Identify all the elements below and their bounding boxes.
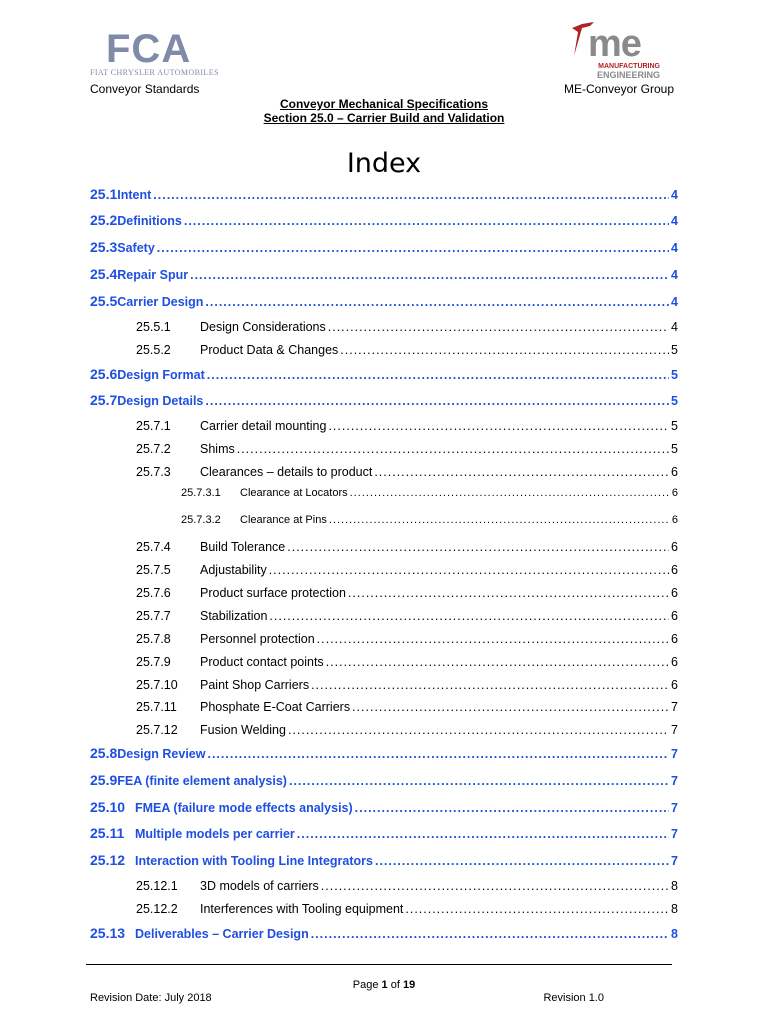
toc-page: 7 [671, 854, 678, 868]
page-total: 19 [402, 979, 416, 991]
toc-leader [237, 442, 669, 456]
toc-page: 6 [671, 609, 678, 623]
toc-entry-25-8[interactable] [90, 745, 678, 761]
toc-entry-25-11[interactable] [90, 825, 678, 841]
toc-entry-25-7-9[interactable] [136, 655, 678, 669]
fca-logo-word: FCA [106, 27, 192, 71]
toc-leader [317, 632, 669, 646]
toc-leader [207, 747, 669, 761]
document-subtitle: Section 25.0 – Carrier Build and Validation [263, 111, 505, 125]
toc-page: 4 [671, 214, 678, 228]
toc-label: Personnel protection [200, 632, 315, 646]
toc-number: 25.12.2 [136, 902, 178, 916]
toc-label: Safety [117, 241, 155, 255]
toc-number: 25.12 [90, 852, 126, 868]
fca-logo [88, 28, 233, 78]
toc-leader [340, 343, 669, 357]
toc-label: Design Format [117, 368, 205, 382]
toc-entry-25-5-1[interactable] [136, 320, 678, 334]
toc-entry-25-7-4[interactable] [136, 540, 678, 554]
toc-entry-25-9[interactable] [90, 772, 678, 788]
toc-leader [350, 487, 670, 499]
toc-label: Paint Shop Carriers [200, 678, 310, 692]
header-right-text: ME-Conveyor Group [563, 82, 674, 96]
toc-label: Fusion Welding [200, 723, 286, 737]
toc-page: 5 [671, 419, 678, 433]
toc-page: 5 [671, 343, 678, 357]
header-left-text: Conveyor Standards [90, 82, 200, 96]
toc-entry-25-12-2[interactable] [136, 902, 678, 916]
toc-number: 25.8 [90, 745, 118, 761]
toc-leader [269, 609, 669, 623]
toc-label: Deliverables – Carrier Design [135, 927, 309, 941]
toc-number: 25.7.3.1 [181, 487, 221, 499]
revision-date: Revision Date: July 2018 [90, 992, 212, 1004]
toc-number: 25.3 [90, 239, 118, 255]
toc-leader [184, 214, 669, 228]
toc-page: 4 [671, 241, 678, 255]
toc-page: 6 [671, 586, 678, 600]
toc-entry-25-7-8[interactable] [136, 632, 678, 646]
toc-number: 25.12.1 [136, 879, 178, 893]
toc-leader [326, 655, 669, 669]
toc-number: 25.1 [90, 186, 118, 202]
toc-number: 25.7.8 [136, 632, 171, 646]
toc-label: Clearance at Locators [240, 487, 348, 499]
toc-leader [269, 563, 669, 577]
toc-leader [153, 188, 669, 202]
toc-leader [329, 514, 670, 526]
toc-entry-25-7-1[interactable] [136, 419, 678, 433]
toc-leader [289, 774, 669, 788]
page-of: of [387, 979, 403, 991]
toc-entry-25-5-2[interactable] [136, 343, 678, 357]
toc-leader [321, 879, 669, 893]
toc-label: Interaction with Tooling Line Integrators [135, 854, 373, 868]
toc-entry-25-12-1[interactable] [136, 879, 678, 893]
toc-page: 6 [671, 563, 678, 577]
toc-entry-25-7-3[interactable] [136, 465, 678, 479]
toc-number: 25.7.3.2 [181, 514, 221, 526]
toc-page: 8 [671, 879, 678, 893]
page-number [0, 979, 768, 991]
toc-leader [405, 902, 669, 916]
toc-number: 25.7.12 [136, 723, 178, 737]
toc-page: 5 [671, 394, 678, 408]
toc-leader [348, 586, 669, 600]
toc-leader [157, 241, 669, 255]
toc-entry-25-7-2[interactable] [136, 442, 678, 456]
toc-leader [207, 368, 669, 382]
toc-leader [355, 801, 669, 815]
toc-label: Product Data & Changes [200, 343, 339, 357]
toc-entry-25-13[interactable] [90, 925, 678, 941]
toc-number: 25.7.10 [136, 678, 178, 692]
toc-number: 25.11 [90, 825, 125, 841]
toc-entry-25-7-11[interactable] [136, 700, 678, 714]
toc-number: 25.7.1 [136, 419, 171, 433]
toc-label: Interferences with Tooling equipment [200, 902, 404, 916]
toc-leader [311, 927, 669, 941]
toc-leader [352, 700, 669, 714]
toc-leader [328, 419, 669, 433]
toc-number: 25.7 [90, 392, 118, 408]
toc-page: 7 [671, 700, 678, 714]
toc-page: 6 [671, 465, 678, 479]
toc-page: 6 [671, 514, 678, 526]
toc-label: Carrier Design [117, 295, 204, 309]
toc-number: 25.7.7 [136, 609, 171, 623]
toc-label: Multiple models per carrier [135, 827, 295, 841]
toc-label: Stabilization [200, 609, 268, 623]
toc-leader [205, 295, 669, 309]
toc-leader [311, 678, 669, 692]
toc-page: 6 [671, 487, 678, 499]
toc-page: 5 [671, 368, 678, 382]
toc-label: Shims [200, 442, 235, 456]
toc-page: 7 [671, 827, 678, 841]
toc-number: 25.13 [90, 925, 126, 941]
toc-page: 4 [671, 188, 678, 202]
toc-leader [328, 320, 669, 334]
toc-label: Intent [117, 188, 152, 202]
toc-label: Repair Spur [117, 268, 189, 282]
toc-label: 3D models of carriers [200, 879, 319, 893]
toc-page: 8 [671, 927, 678, 941]
toc-number: 25.5.2 [136, 343, 171, 357]
toc-label: Clearances – details to product [200, 465, 373, 479]
me-logo [566, 18, 666, 80]
toc-number: 25.7.6 [136, 586, 171, 600]
toc-entry-25-2[interactable] [90, 212, 678, 228]
toc-entry-25-4[interactable] [90, 266, 678, 282]
revision-number: Revision 1.0 [543, 992, 604, 1004]
toc-entry-25-10[interactable] [90, 799, 678, 815]
toc-page: 6 [671, 655, 678, 669]
toc-label: Adjustability [200, 563, 267, 577]
toc-label: Product contact points [200, 655, 324, 669]
toc-label: Clearance at Pins [240, 514, 327, 526]
page-prefix: Page [352, 979, 382, 991]
toc-entry-25-7-10[interactable] [136, 678, 678, 692]
toc-number: 25.7.2 [136, 442, 171, 456]
me-logo-line1: MANUFACTURING [598, 63, 660, 70]
toc-entry-25-7-6[interactable] [136, 586, 678, 600]
toc-page: 4 [671, 295, 678, 309]
toc-number: 25.9 [90, 772, 118, 788]
toc-label: Carrier detail mounting [200, 419, 327, 433]
toc-entry-25-7-3-1[interactable] [181, 487, 678, 499]
toc-entry-25-7-3-2[interactable] [181, 514, 678, 526]
toc-page: 7 [671, 801, 678, 815]
toc-number: 25.10 [90, 799, 126, 815]
toc-leader [297, 827, 669, 841]
fca-logo-subtitle: FIAT CHRYSLER AUTOMOBILES [90, 68, 219, 77]
toc-label: Build Tolerance [200, 540, 286, 554]
toc-page: 7 [671, 747, 678, 761]
index-heading: Index [346, 148, 422, 179]
toc-entry-25-12[interactable] [90, 852, 678, 868]
toc-page: 8 [671, 902, 678, 916]
toc-number: 25.7.5 [136, 563, 171, 577]
toc-label: FEA (finite element analysis) [117, 774, 287, 788]
toc-page: 6 [671, 540, 678, 554]
toc-entry-25-7-12[interactable] [136, 723, 678, 737]
document-title: Conveyor Mechanical Specifications [279, 97, 489, 111]
toc-label: Definitions [117, 214, 182, 228]
toc-number: 25.5 [90, 293, 118, 309]
toc-page: 7 [671, 723, 678, 737]
page-current: 1 [381, 979, 388, 991]
toc-entry-25-7[interactable] [90, 392, 678, 408]
toc-entry-25-3[interactable] [90, 239, 678, 255]
toc-entry-25-5[interactable] [90, 293, 678, 309]
me-logo-word: me [588, 23, 641, 65]
toc-leader [190, 268, 669, 282]
toc-leader [287, 540, 669, 554]
toc-page: 4 [671, 268, 678, 282]
toc-leader [374, 465, 669, 479]
toc-page: 6 [671, 632, 678, 646]
toc-entry-25-7-5[interactable] [136, 563, 678, 577]
toc-number: 25.7.4 [136, 540, 171, 554]
toc-leader [375, 854, 669, 868]
toc-number: 25.2 [90, 212, 118, 228]
toc-label: Product surface protection [200, 586, 346, 600]
toc-entry-25-1[interactable] [90, 186, 678, 202]
toc-leader [205, 394, 669, 408]
toc-entry-25-7-7[interactable] [136, 609, 678, 623]
toc-page: 7 [671, 774, 678, 788]
toc-label: Design Review [117, 747, 206, 761]
toc-number: 25.7.11 [136, 700, 177, 714]
toc-leader [288, 723, 669, 737]
me-logo-line2: ENGINEERING [596, 70, 660, 80]
toc-number: 25.6 [90, 366, 118, 382]
toc-page: 5 [671, 442, 678, 456]
toc-entry-25-6[interactable] [90, 366, 678, 382]
toc-label: FMEA (failure mode effects analysis) [135, 801, 353, 815]
toc-number: 25.7.9 [136, 655, 171, 669]
toc-number: 25.5.1 [136, 320, 171, 334]
toc-page: 6 [671, 678, 678, 692]
toc-label: Design Details [117, 394, 204, 408]
footer-divider [86, 964, 672, 965]
toc-number: 25.7.3 [136, 465, 171, 479]
toc-page: 4 [671, 320, 678, 334]
toc-number: 25.4 [90, 266, 118, 282]
toc-label: Phosphate E-Coat Carriers [200, 700, 351, 714]
toc-label: Design Considerations [200, 320, 326, 334]
